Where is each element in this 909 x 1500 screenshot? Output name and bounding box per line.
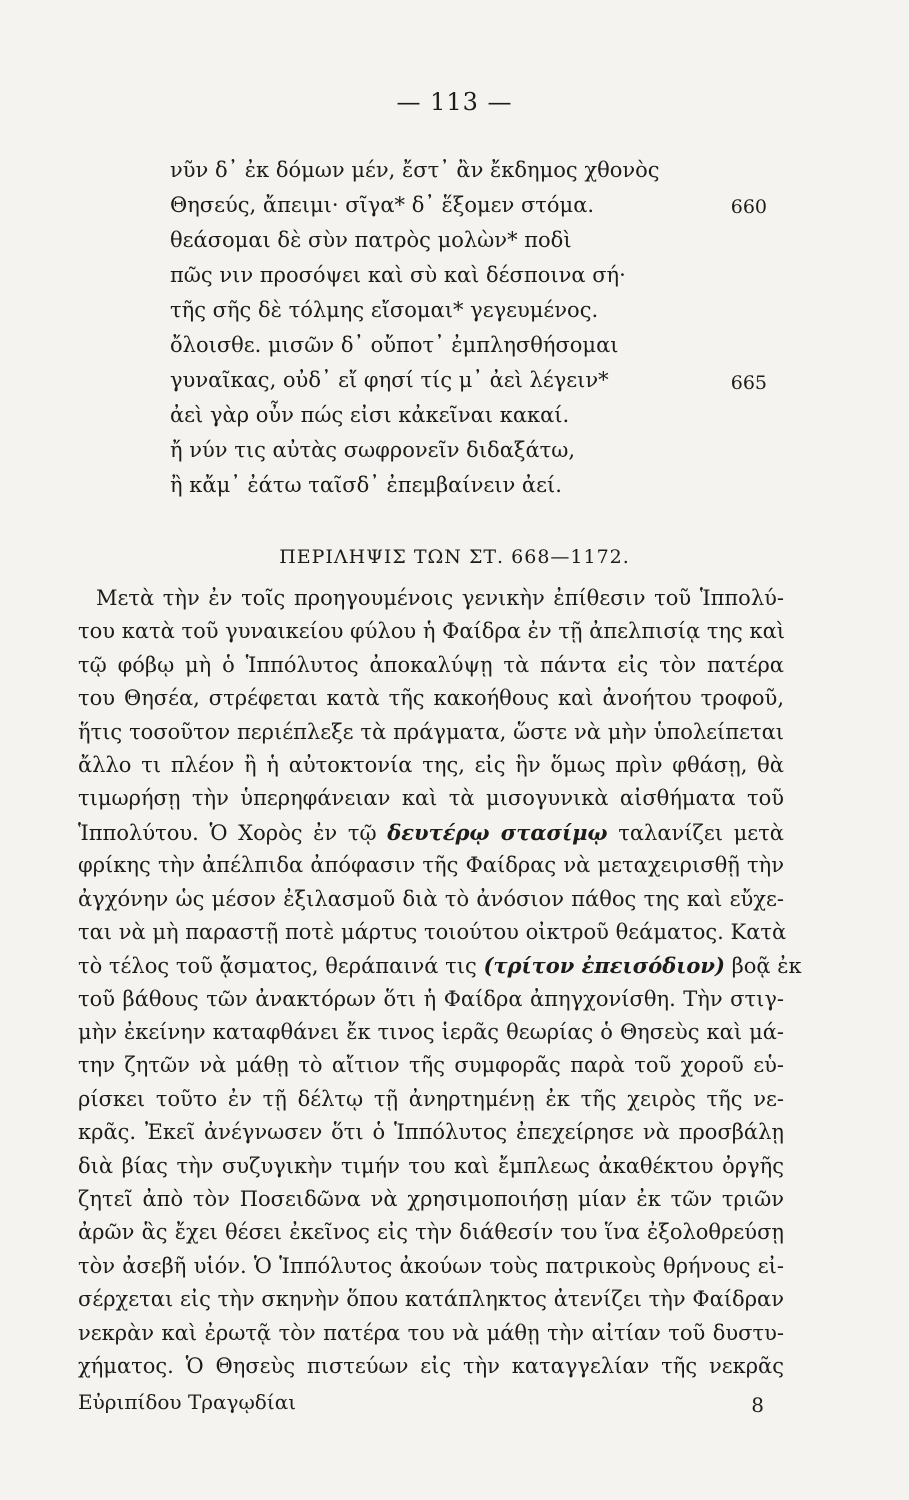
prose-text: ταλανίζει μετὰ: [618, 820, 784, 845]
prose-line: μὴν ἐκείνην καταφθάνει ἔκ τινος ἱερᾶς θεωρίας ὁ Θησεὺς καὶ μά-: [78, 1020, 784, 1045]
prose-line-mixed: [78, 949, 802, 982]
verse-line: ἀεὶ γὰρ οὖν πώς εἰσι κἀκεῖναι κακαί.: [170, 403, 570, 427]
prose-line: Μετὰ τὴν ἐν τοῖς προηγουμένοις γενικὴν ἐπίθεσιν τοῦ Ἱππολύ-: [96, 586, 784, 610]
prose-line: διὰ βίας τὴν συζυγικὴν τιμήν του καὶ ἔμπλεως ἀκαθέκτου ὀργῆς: [78, 1153, 784, 1178]
verse-line: Θησεύς, ἄπειμι· σῖγα* δ᾽ ἕξομεν στόμα.: [170, 193, 595, 217]
verse-line: ἤ νύν τις αὐτὰς σωφρονεῖν διδαξάτω,: [170, 438, 576, 462]
verse-line: νῦν δ᾽ ἐκ δόμων μέν, ἔστ᾽ ἂν ἔκδημος χθονὸς: [170, 158, 660, 182]
prose-line: τῷ φόβῳ μὴ ὁ Ἱππόλυτος ἀποκαλύψῃ τὰ πάντα εἰς τὸν πατέρα: [78, 652, 784, 677]
prose-line: ἥτις τοσοῦτον περιέπλεξε τὰ πράγματα, ὥστε νὰ μὴν ὑπολείπεται: [78, 719, 784, 744]
prose-line: του Θησέα, στρέφεται κατὰ τῆς κακοήθους καὶ ἀνοήτου τροφοῦ,: [78, 686, 784, 711]
emphasis-term: δευτέρῳ στασίμῳ: [387, 819, 608, 845]
prose-line: ται νὰ μὴ παραστῇ ποτὲ μάρτυς τοιούτου οἰκτροῦ θεάματος. Κατὰ: [78, 919, 787, 944]
page-number: — 113 —: [396, 88, 513, 116]
prose-line: του κατὰ τοῦ γυναικείου φύλου ἡ Φαίδρα ἐν τῇ ἀπελπισίᾳ της καὶ: [78, 619, 785, 644]
prose-line: ἀρῶν ἃς ἔχει θέσει ἐκεῖνος εἰς τὴν διάθεσίν του ἵνα ἐξολοθρεύσῃ: [78, 1220, 784, 1245]
footer-signature: 8: [751, 1393, 764, 1417]
prose-line: την ζητῶν νὰ μάθῃ τὸ αἴτιον τῆς συμφορᾶς παρὰ τοῦ χοροῦ εὑ-: [78, 1053, 784, 1078]
prose-line: τὸν ἀσεβῆ υἱόν. Ὁ Ἱππόλυτος ἀκούων τοὺς πατρικοὺς θρήνους εἰ-: [78, 1253, 784, 1278]
prose-line: τιμωρήσῃ τὴν ὑπερηφάνειαν καὶ τὰ μισογυνικὰ αἰσθήματα τοῦ: [78, 786, 784, 811]
prose-text: Ἱππολύτου. Ὁ Χορὸς ἐν τῷ: [78, 820, 377, 845]
prose-line: τοῦ βάθους τῶν ἀνακτόρων ὅτι ἡ Φαίδρα ἀπηγχονίσθη. Τὴν στιγ-: [78, 986, 784, 1011]
prose-line: ἀγχόνην ὡς μέσον ἐξιλασμοῦ διὰ τὸ ἀνόσιον πάθος της καὶ εὔχε-: [78, 886, 784, 911]
verse-line: πῶς νιν προσόψει καὶ σὺ καὶ δέσποινα σή·: [170, 263, 626, 287]
verse-line-number: 665: [730, 372, 767, 394]
prose-paragraph: [78, 582, 802, 1383]
prose-line: σέρχεται εἰς τὴν σκηνὴν ὅπου κατάπληκτος ἀτενίζει τὴν Φαίδραν: [78, 1287, 784, 1312]
verse-line: τῆς σῆς δὲ τόλμης εἴσομαι* γεγευμένος.: [170, 298, 599, 322]
footer-title: Εὐριπίδου Τραγῳδίαι: [78, 1390, 297, 1414]
prose-line: χήματος. Ὁ Θησεὺς πιστεύων εἰς τὴν καταγγελίαν τῆς νεκρᾶς: [78, 1353, 784, 1378]
verse-line: θεάσομαι δὲ σὺν πατρὸς μολὼν* ποδὶ: [170, 228, 572, 252]
prose-line-mixed: [78, 816, 784, 849]
prose-line: ζητεῖ ἀπὸ τὸν Ποσειδῶνα νὰ χρησιμοποιήσῃ μίαν ἐκ τῶν τριῶν: [78, 1187, 784, 1212]
section-heading: ΠΕΡΙΛΗΨΙΣ ΤΩΝ ΣΤ. 668—1172.: [279, 546, 630, 568]
prose-line: ρίσκει τοῦτο ἐν τῇ δέλτῳ τῇ ἀνηρτημένῃ ἐκ τῆς χειρὸς τῆς νε-: [78, 1086, 784, 1111]
prose-line: νεκρὰν καὶ ἐρωτᾷ τὸν πατέρα του νὰ μάθῃ τὴν αἰτίαν τοῦ δυστυ-: [78, 1320, 784, 1345]
prose-line: ἄλλο τι πλέον ἢ ἡ αὐτοκτονία της, εἰς ἣν ὅμως πρὶν φθάσῃ, θὰ: [78, 752, 784, 777]
prose-text: βοᾷ ἐκ: [731, 954, 802, 979]
prose-line: φρίκης τὴν ἀπέλπιδα ἀπόφασιν τῆς Φαίδρας νὰ μεταχειρισθῇ τὴν: [78, 853, 784, 878]
prose-text: τὸ τέλος τοῦ ᾄσματος, θεράπαινά τις: [78, 954, 477, 979]
verse-line: γυναῖκας, οὐδ᾽ εἴ φησί τίς μ᾽ ἀεὶ λέγειν*: [170, 368, 609, 392]
verse-line: ὄλοισθε. μισῶν δ᾽ οὔποτ᾽ ἐμπλησθήσομαι: [170, 333, 619, 357]
verse-line: ἢ κἄμ᾽ ἐάτω ταῖσδ᾽ ἐπεμβαίνειν ἀεί.: [170, 473, 562, 497]
prose-line: κρᾶς. Ἐκεῖ ἀνέγνωσεν ὅτι ὁ Ἱππόλυτος ἐπεχείρησε νὰ προσβάλῃ: [78, 1120, 784, 1145]
verse-line-number: 660: [730, 196, 767, 218]
emphasis-term: (τρίτον ἐπεισόδιον): [483, 953, 725, 979]
